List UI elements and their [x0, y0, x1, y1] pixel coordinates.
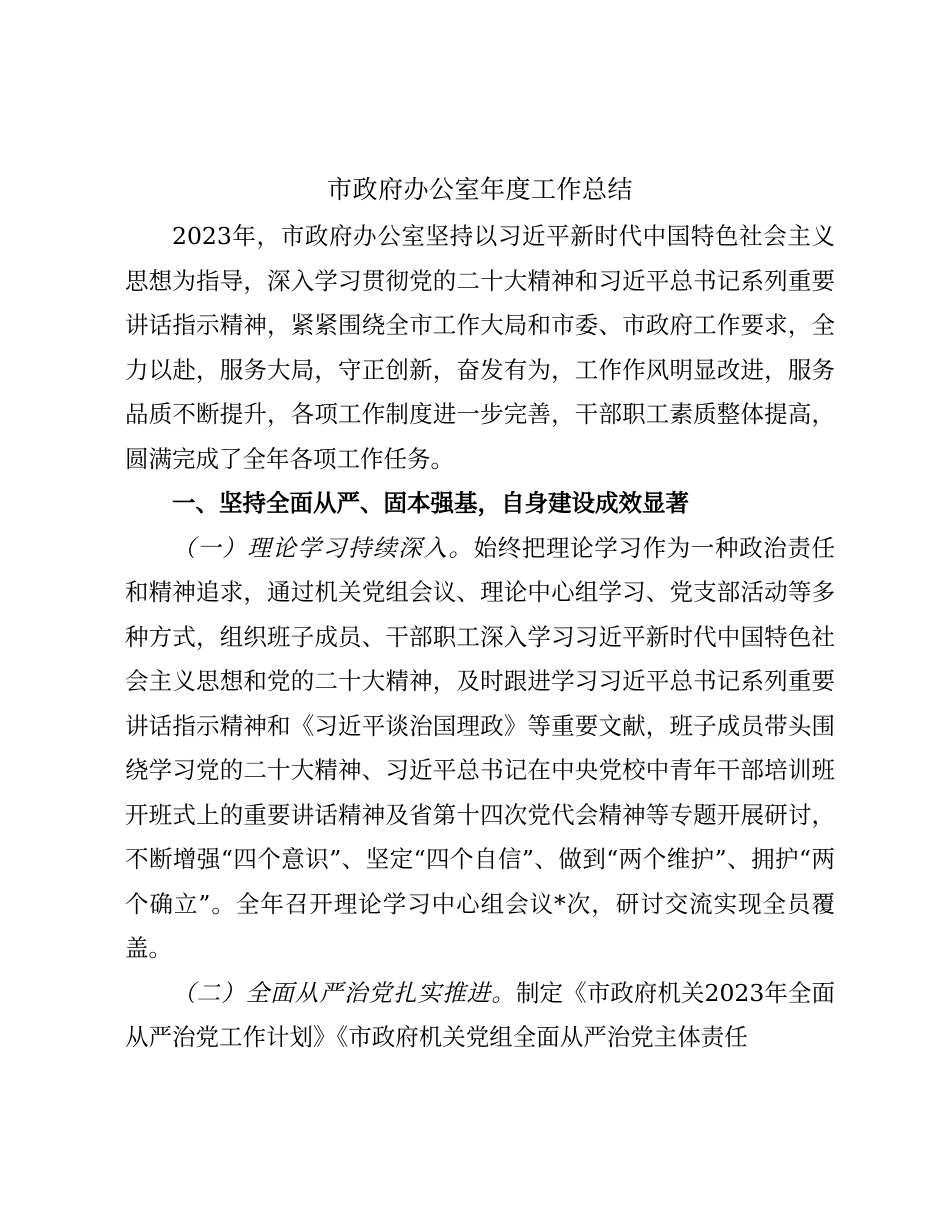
subsection-text-1: 始终把理论学习作为一种政治责任和精神追求，通过机关党组会议、理论中心组学习、党支部活动等多种方式，组织班子成员、干部职工深入学习习近平新时代中国特色社会主义思想和党的二十大精神，及时跟进学习习近平总书记系列重要讲话指示精神和《习近平谈治国理政》等重要文献，班子成员带头围绕学习党的二十大精神、习近平总书记在中央党校中青年干部培训班开班式上的重要讲话精神及省第十四次党代会精神等专题开展研讨，不断增强“四个意识”、坚定“四个自信”、做到“两个维护”、拥护“两个确立”。全年召开理论学习中心组会议*次，研讨交流实现全员覆盖。: [125, 533, 836, 962]
section-heading: 一、坚持全面从严、固本强基，自身建设成效显著: [172, 489, 689, 517]
subsection-text-2: 制定《市政府机关2023年全面从严治党工作计划》《市政府机关党组全面从严治党主体责任: [125, 978, 836, 1051]
document-title: 市政府办公室年度工作总结: [326, 175, 633, 204]
subsection-heading-2: （二）全面从严治党扎实推进。: [172, 978, 516, 1007]
subsection-paragraph-1: [125, 526, 835, 971]
intro-paragraph: 2023年，市政府办公室坚持以习近平新时代中国特色社会主义思想为指导，深入学习贯彻党的二十大精神和习近平总书记系列重要讲话指示精神，紧紧围绕全市工作大局和市委、市政府工作要求，全力以赴，服务大局，守正创新，奋发有为，工作作风明显改进，服务品质不断提升，各项工作制度进一步完善，干部职工素质整体提高，圆满完成了全年各项工作任务。: [125, 222, 835, 473]
subsection-paragraph-2: [125, 971, 835, 1060]
subsection-heading-1: （一）理论学习持续深入。: [172, 533, 474, 562]
document-body: [125, 172, 835, 1060]
